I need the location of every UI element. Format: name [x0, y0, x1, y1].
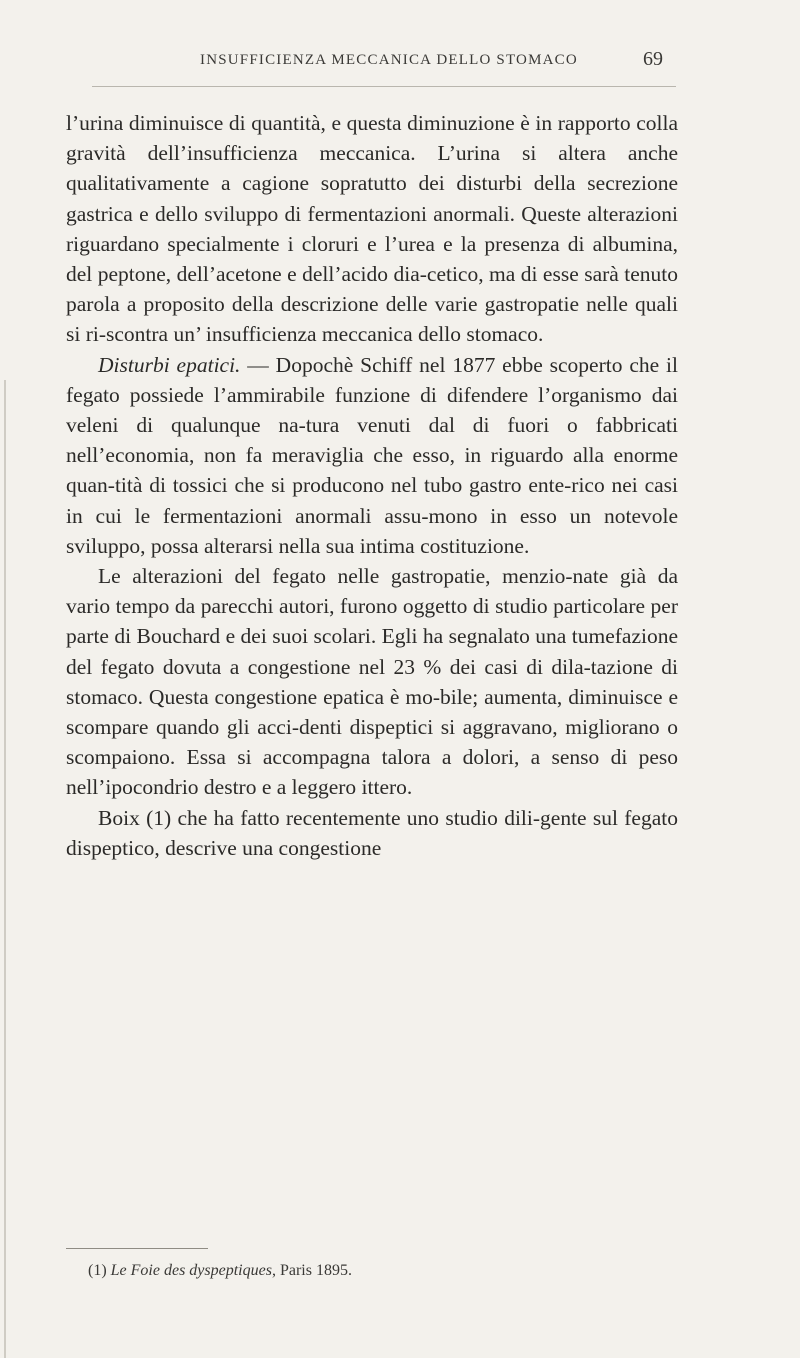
footnote-place-year: , Paris 1895.	[271, 1262, 352, 1279]
page-edge-shadow	[4, 380, 6, 1358]
paragraph-4: Boix (1) che ha fatto recentemente uno studio dili-gente sul fegato dispeptico, descrive una congestione	[66, 805, 678, 860]
running-head	[0, 48, 800, 76]
running-title: INSUFFICIENZA MECCANICA DELLO STOMACO	[200, 52, 578, 68]
page-number: 69	[643, 48, 663, 70]
paragraph-3: Le alterazioni del fegato nelle gastropatie, menzio-nate già da vario tempo da parecchi autori, furono oggetto di studio particolare per parte di Bouchard e dei suoi scolari. Egli ha segnalato una tumefazione del fegato dovuta a congestione nel 23 % dei casi di dila-tazione di stomaco. Questa congestione epatica è mo-bile; aumenta, diminuisce e scompare quando gli acci-denti dispeptici si aggravano, migliorano o scompaiono. Essa si accompagna talora a dolori, a senso di peso nell’ipocondrio destro e a leggero ittero.	[66, 564, 678, 800]
footnote-marker: (1)	[88, 1262, 107, 1279]
paragraph-2-text: — Dopochè Schiff nel 1877 ebbe scoperto che il fegato possiede l’ammirabile funzione di difendere l’organismo dai veleni di qualunque na-tura venuti dal di fuori o fabbricati nell’economia, non fa meraviglia che esso, in riguardo alla enorme quan-tità di tossici che si producono nel tubo gastro ente-rico nei casi in cui le fermentazioni anormali assu-mono in esso un notevole sviluppo, possa alterarsi nella sua intima costituzione.	[66, 352, 678, 558]
footnote	[88, 1262, 352, 1280]
footnote-rule	[66, 1248, 208, 1249]
header-rule	[92, 86, 676, 87]
body-text	[66, 108, 678, 863]
paragraph-1: l’urina diminuisce di quantità, e questa diminuzione è in rapporto colla gravità dell’insufficienza meccanica. L’urina si altera anche qualitativamente a cagione sopratutto dei disturbi della secrezione gastrica e dello sviluppo di fermentazioni anormali. Queste alterazioni riguardano specialmente i cloruri e l’urea e la presenza di albumina, del peptone, dell’acetone e dell’acido dia-cetico, ma di esse sarà tenuto parola a proposito della descrizione delle varie gastropatie nelle quali si ri-scontra un’ insufficienza meccanica dello stomaco.	[66, 111, 678, 347]
footnote-title: Le Foie des dyspeptiques	[110, 1262, 272, 1279]
paragraph-2	[66, 350, 678, 561]
section-heading: Disturbi epatici.	[98, 352, 241, 377]
